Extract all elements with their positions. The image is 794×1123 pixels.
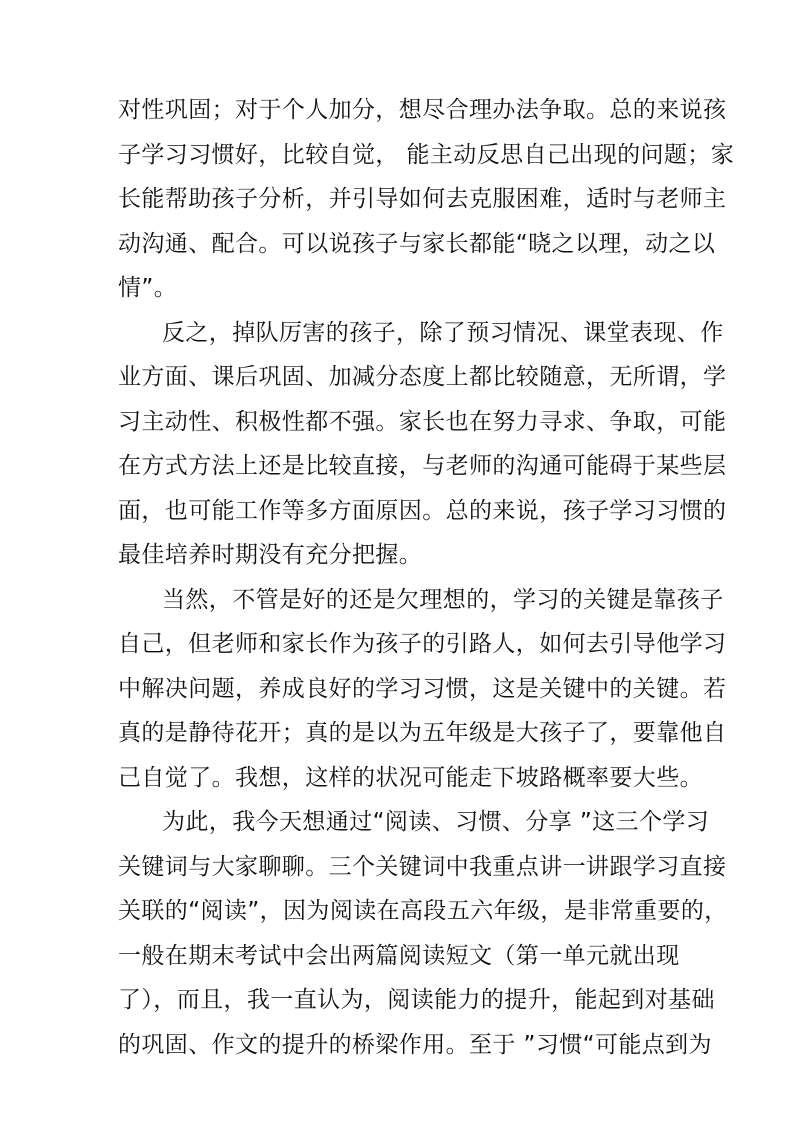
text-line: 面，也可能工作等多方面原因。总的来说，孩子学习习惯的 [118, 497, 727, 524]
text-line: 了），而且，我一直认为，阅读能力的提升，能起到对基础 [118, 987, 715, 1013]
text-line: 子学习习惯好，比较自觉， 能主动反思自己出现的问题；家 [118, 141, 735, 168]
paragraph-first-line: 反之，掉队厉害的孩子，除了预习情况、课堂表现、作 [162, 319, 724, 346]
text-line: 动沟通、配合。可以说孩子与家长都能“晓之以理，动之以 [118, 230, 716, 257]
text-line: 的巩固、作文的提升的桥梁作用。至于 ”习惯“可能点到为 [118, 1031, 712, 1058]
text-line: 情”。 [118, 275, 178, 301]
text-line: 在方式方法上还是比较直接，与老师的沟通可能碍于某些层 [118, 453, 727, 479]
paragraph-first-line: 为此，我今天想通过“阅读、习惯、分享 ”这三个学习 [162, 809, 710, 835]
text-line: 对性巩固；对于个人加分，想尽合理办法争取。总的来说孩 [118, 97, 727, 123]
text-line: 关键词与大家聊聊。三个关键词中我重点讲一讲跟学习直接 [118, 853, 727, 880]
text-line: 己自觉了。我想，这样的状况可能走下坡路概率要大些。 [118, 764, 703, 791]
text-line: 自己，但老师和家长作为孩子的引路人，如何去引导他学习 [118, 631, 727, 657]
text-line: 习主动性、积极性都不强。家长也在努力寻求、争取，可能 [118, 408, 727, 435]
text-line: 长能帮助孩子分析，并引导如何去克服困难，适时与老师主 [118, 186, 727, 212]
text-line: 最佳培养时期没有充分把握。 [118, 542, 423, 568]
paragraph-first-line: 当然，不管是好的还是欠理想的，学习的关键是靠孩子 [162, 586, 724, 613]
text-line: 一般在期末考试中会出两篇阅读短文（第一单元就出现 [118, 942, 680, 969]
text-line: 中解决问题，养成良好的学习习惯，这是关键中的关键。若 [118, 675, 727, 702]
text-line: 真的是静待花开；真的是以为五年级是大孩子了，要靠他自 [118, 720, 727, 746]
document-page [118, 88, 735, 1067]
text-line: 业方面、课后巩固、加减分态度上都比较随意，无所谓，学 [118, 364, 727, 390]
text-line: 关联的“阅读”，因为阅读在高段五六年级，是非常重要的， [118, 898, 728, 924]
